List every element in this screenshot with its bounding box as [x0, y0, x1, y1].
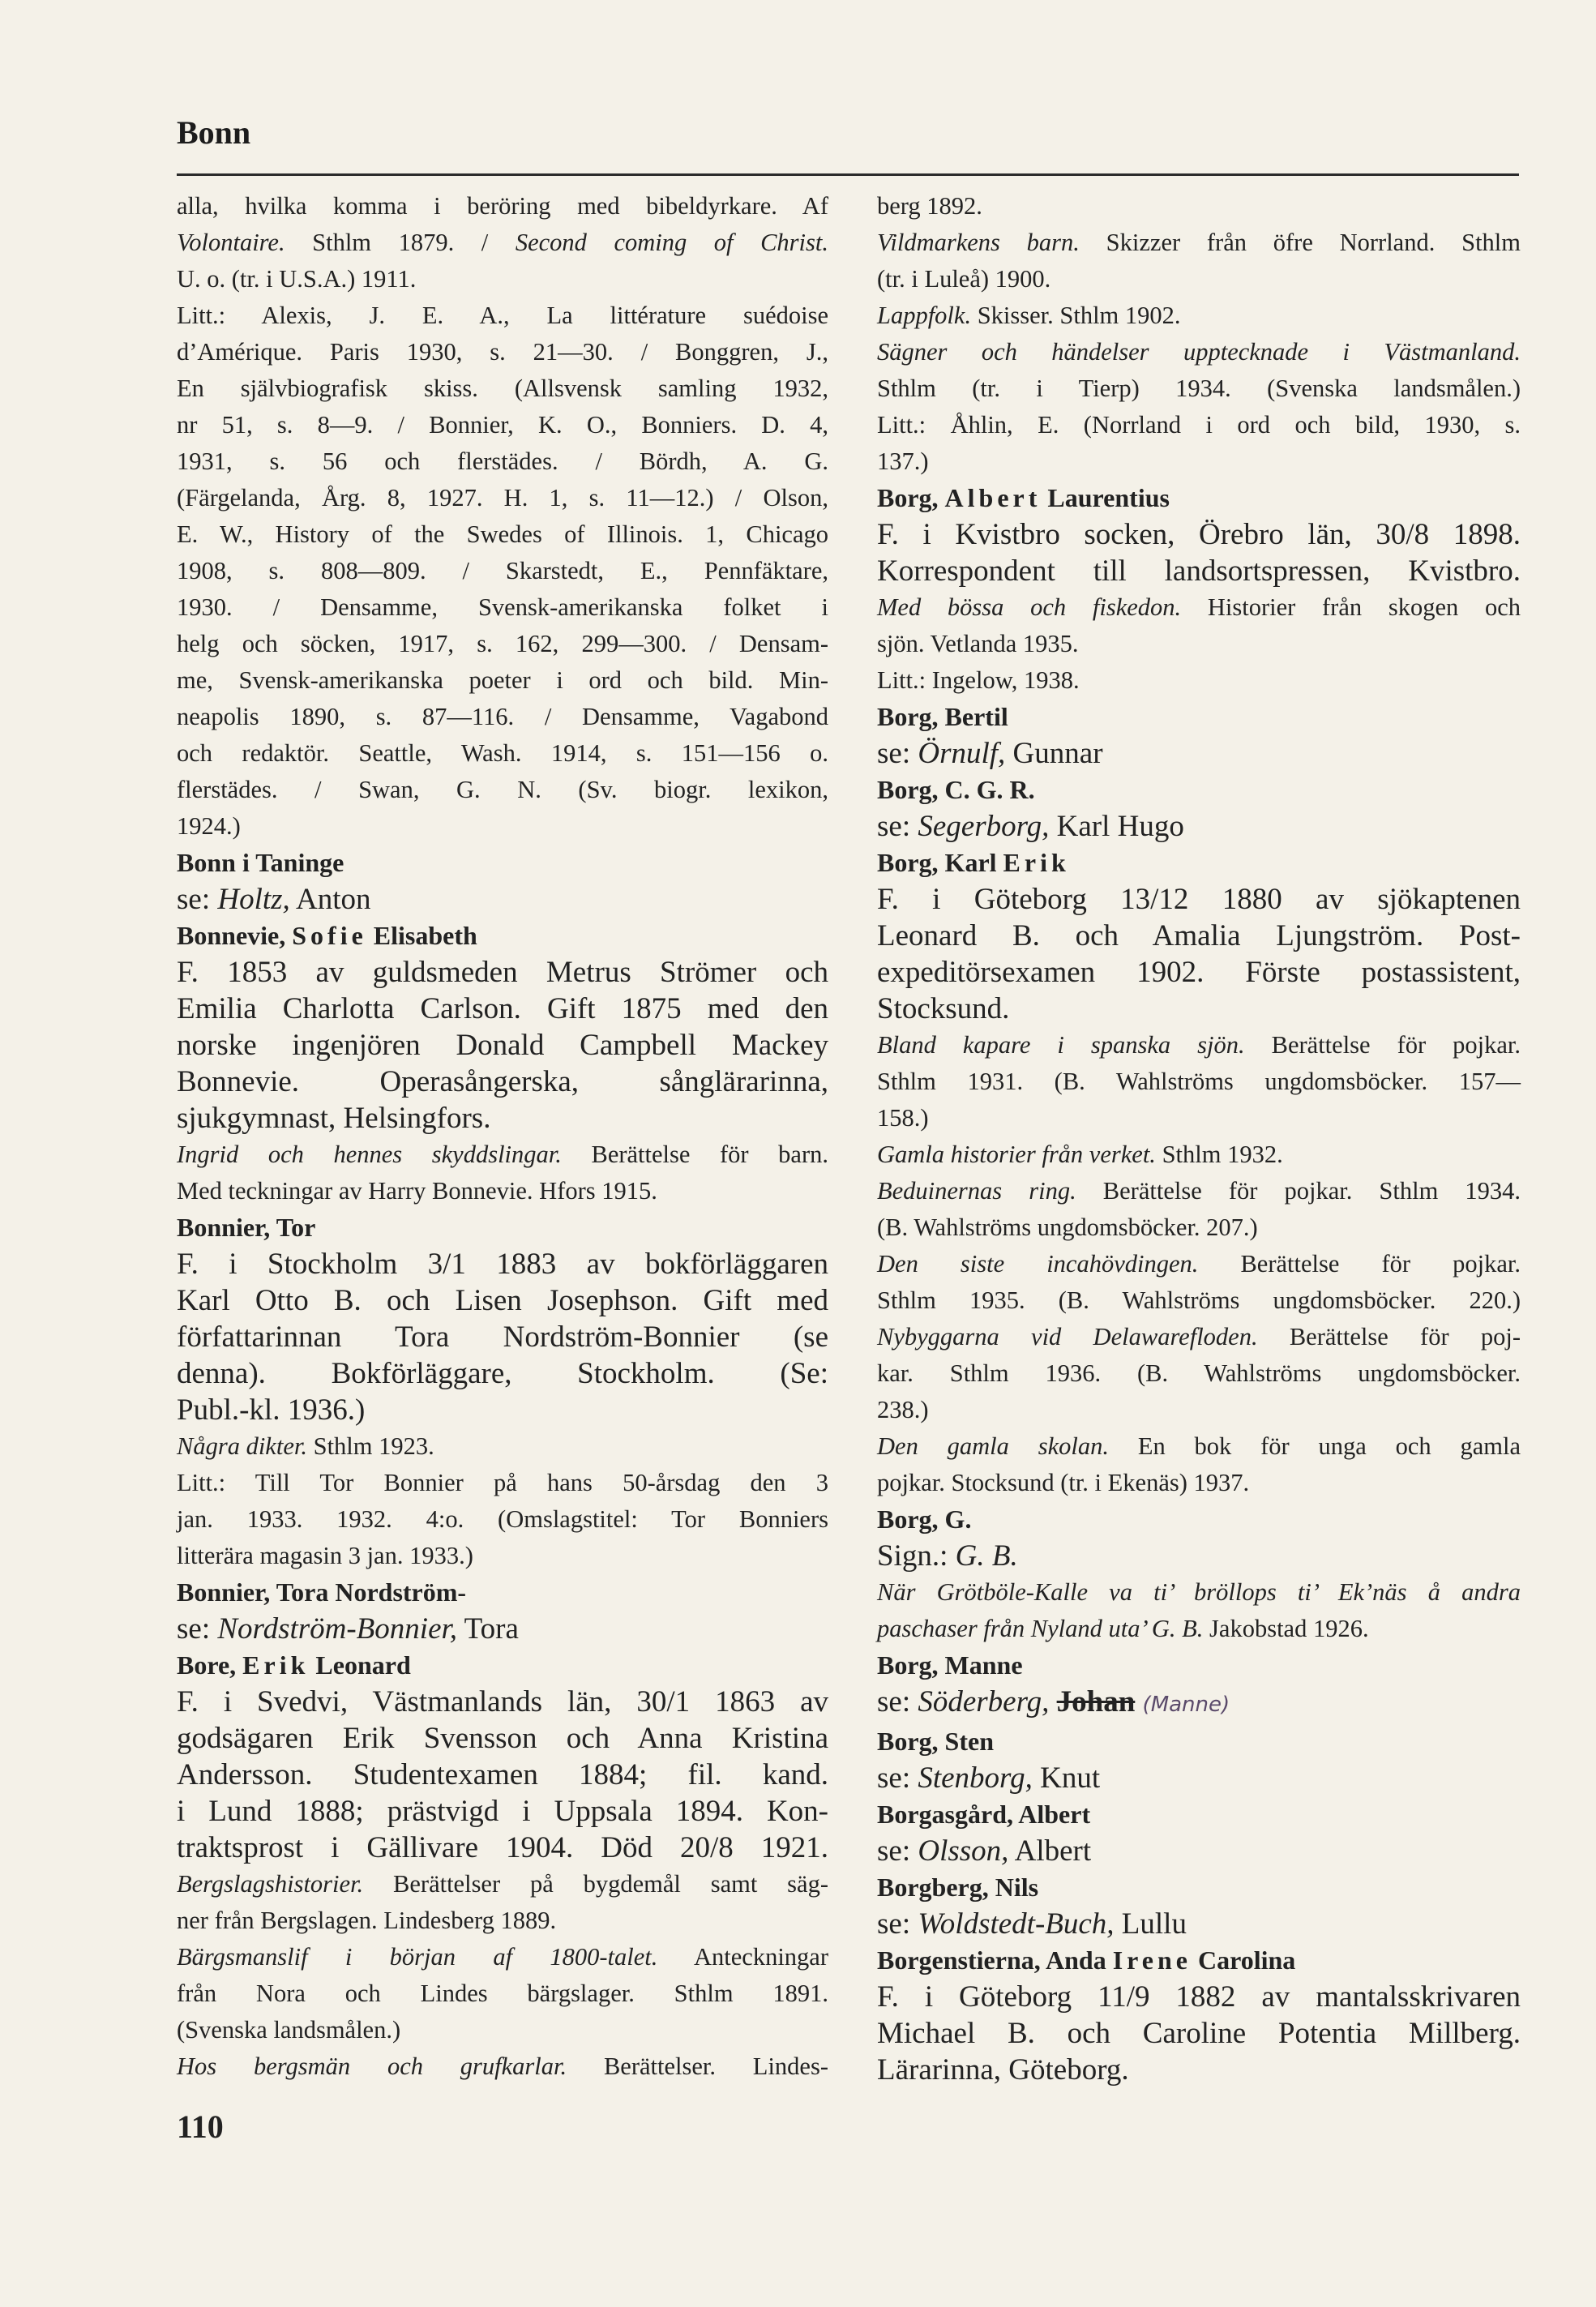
bio-line: norske ingenjören Donald Campbell Mackey [177, 1029, 828, 1062]
work-line: Litt.: Till Tor Bonnier på hans 50-årsdag den 3 [177, 1469, 828, 1496]
work-line: Lappfolk. Skisser. Sthlm 1902. [877, 302, 1181, 329]
bio-line: Bonnevie. Operasångerska, sånglärarinna, [177, 1065, 828, 1098]
header-rule [177, 173, 1519, 176]
work-line: Med teckningar av Harry Bonnevie. Hfors 1915. [177, 1177, 657, 1205]
work-line: Hos bergsmän och grufkarlar. Berättelser. Lindes- [177, 2052, 828, 2080]
bio-line: F. i Göteborg 13/12 1880 av sjökaptenen [877, 883, 1521, 916]
work-line: Ingrid och hennes skyddslingar. Berättelse för barn. [177, 1141, 828, 1168]
work-line: 158.) [877, 1104, 929, 1132]
bio-line: F. i Stockholm 3/1 1883 av bokförläggaren [177, 1248, 828, 1281]
work-line: Den gamla skolan. En bok för unga och gamla [877, 1432, 1521, 1460]
work-line: Litt.: Ingelow, 1938. [877, 666, 1080, 694]
work-line: (tr. i Luleå) 1900. [877, 265, 1051, 293]
see-reference: se: Holtz, Anton [177, 883, 371, 916]
bio-line: författarinnan Tora Nordström-Bonnier (se [177, 1320, 828, 1354]
text-line: och redaktör. Seattle, Wash. 1914, s. 151—156 o. [177, 739, 828, 767]
see-reference: se: Stenborg, Knut [877, 1761, 1101, 1795]
see-reference: se: Olsson, Albert [877, 1834, 1092, 1868]
bio-line: traktsprost i Gällivare 1904. Död 20/8 1921. [177, 1831, 828, 1864]
work-line: litterära magasin 3 jan. 1933.) [177, 1542, 473, 1569]
text-line: alla, hvilka komma i beröring med bibeldyrkare. Af [177, 192, 828, 220]
text-line: 1924.) [177, 812, 241, 840]
text-line: Volontaire. Sthlm 1879. / Second coming of Christ. [177, 229, 828, 256]
work-line: från Nora och Lindes bärgslager. Sthlm 1891. [177, 1980, 828, 2007]
entry-heading: Borg, C. G. R. [877, 775, 1035, 804]
entry-heading: Borg, Sten [877, 1727, 994, 1756]
work-line: Nybyggarna vid Delawarefloden. Berättelse för poj- [877, 1323, 1521, 1350]
work-line: Sthlm 1935. (B. Wahlströms ungdomsböcker. 220.) [877, 1286, 1521, 1314]
text-line: U. o. (tr. i U.S.A.) 1911. [177, 265, 417, 293]
bio-line: Andersson. Studentexamen 1884; fil. kand. [177, 1758, 828, 1791]
entry-heading: Bonnier, Tor [177, 1213, 316, 1242]
bio-line: F. i Kvistbro socken, Örebro län, 30/8 1898. [877, 518, 1521, 551]
work-line: Med bössa och fiskedon. Historier från skogen och [877, 593, 1521, 621]
bio-line: sjukgymnast, Helsingfors. [177, 1102, 491, 1135]
bio-line: F. i Svedvi, Västmanlands län, 30/1 1863 av [177, 1685, 828, 1718]
page-header: Bonn [177, 114, 251, 151]
struck-name: Johan [1056, 1685, 1136, 1718]
text-line: flerstädes. / Swan, G. N. (Sv. biogr. lexikon, [177, 776, 828, 803]
bio-line: Lärarinna, Göteborg. [877, 2053, 1129, 2087]
entry-heading: Bonn i Taninge [177, 848, 344, 877]
right-column [877, 188, 1521, 2088]
bio-line: Publ.-kl. 1936.) [177, 1393, 366, 1427]
page-number: 110 [177, 2108, 224, 2145]
signature-reference: Sign.: G. B. [877, 1539, 1018, 1573]
work-line: Sägner och händelser upptecknade i Västmanland. [877, 338, 1521, 366]
work-line: Några dikter. Sthlm 1923. [177, 1432, 434, 1460]
entry-heading: Borg, Karl Erik [877, 848, 1070, 877]
entry-heading: Borgasgård, Albert [877, 1800, 1091, 1829]
bio-line: Emilia Charlotta Carlson. Gift 1875 med den [177, 992, 828, 1025]
text-line: 1908, s. 808—809. / Skarstedt, E., Pennfäktare, [177, 557, 828, 584]
bio-line: Korrespondent till landsortspressen, Kvistbro. [877, 554, 1521, 588]
work-line: Sthlm 1931. (B. Wahlströms ungdomsböcker. 157— [877, 1068, 1521, 1095]
see-reference: se: Woldstedt-Buch, Lullu [877, 1907, 1187, 1941]
entry-heading: Bore, Erik Leonard [177, 1650, 411, 1680]
see-reference: se: Nordström-Bonnier, Tora [177, 1612, 519, 1646]
text-line: berg 1892. [877, 192, 982, 220]
work-line: Den siste incahövdingen. Berättelse för pojkar. [877, 1250, 1521, 1278]
entry-heading: Borg, Manne [877, 1650, 1023, 1680]
work-line: Gamla historier från verket. Sthlm 1932. [877, 1141, 1283, 1168]
work-line: paschaser från Nyland uta’ G. B. Jakobstad 1926. [877, 1615, 1369, 1642]
work-line: Vildmarkens barn. Skizzer från öfre Norrland. Sthlm [877, 229, 1521, 256]
bio-line: expeditörsexamen 1902. Förste postassistent, [877, 956, 1521, 989]
see-reference: se: Söderberg, Johan (Manne) [877, 1685, 1230, 1718]
work-line: När Grötböle-Kalle va ti’ bröllops ti’ Ek’näs å andra [877, 1578, 1521, 1606]
bio-line: i Lund 1888; prästvigd i Uppsala 1894. Kon- [177, 1795, 828, 1828]
work-line: 238.) [877, 1396, 929, 1423]
work-line: Bärgsmanslif i början af 1800-talet. Anteckningar [177, 1943, 829, 1971]
text-line: nr 51, s. 8—9. / Bonnier, K. O., Bonniers. D. 4, [177, 411, 828, 439]
bio-line: F. i Göteborg 11/9 1882 av mantalsskrivaren [877, 1980, 1521, 2014]
bio-line: Michael B. och Caroline Potentia Millberg. [877, 2017, 1521, 2050]
work-line: (B. Wahlströms ungdomsböcker. 207.) [877, 1213, 1258, 1241]
work-line: sjön. Vetlanda 1935. [877, 630, 1079, 657]
work-line: Sthlm (tr. i Tierp) 1934. (Svenska landsmålen.) [877, 375, 1521, 402]
bio-line: Stocksund. [877, 992, 1010, 1025]
work-line: 137.) [877, 447, 929, 475]
work-line: Beduinernas ring. Berättelse för pojkar. Sthlm 1934. [877, 1177, 1521, 1205]
handwritten-note: (Manne) [1142, 1693, 1230, 1717]
entry-heading: Borgenstierna, Anda Irene Carolina [877, 1945, 1296, 1975]
entry-heading: Bonnevie, Sofie Elisabeth [177, 921, 477, 950]
work-line: ner från Bergslagen. Lindesberg 1889. [177, 1907, 557, 1934]
text-line: 1931, s. 56 och flerstädes. / Bördh, A. G. [177, 447, 828, 475]
work-line: (Svenska landsmålen.) [177, 2016, 401, 2044]
bio-line: godsägaren Erik Svensson och Anna Kristina [177, 1722, 828, 1755]
left-column [177, 188, 828, 2085]
text-line: 1930. / Densamme, Svensk-amerikanska folket i [177, 593, 828, 621]
entry-heading: Borg, Bertil [877, 702, 1008, 731]
entry-heading: Borg, G. [877, 1504, 972, 1534]
work-line: Bergslagshistorier. Berättelser på bygdemål samt säg- [177, 1870, 828, 1898]
bio-line: Leonard B. och Amalia Ljungström. Post- [877, 919, 1521, 952]
see-reference: se: Segerborg, Karl Hugo [877, 810, 1184, 843]
work-line: pojkar. Stocksund (tr. i Ekenäs) 1937. [877, 1469, 1250, 1496]
work-line: jan. 1933. 1932. 4:o. (Omslagstitel: Tor Bonniers [177, 1505, 828, 1533]
work-line: Bland kapare i spanska sjön. Berättelse för pojkar. [877, 1031, 1521, 1059]
work-line: kar. Sthlm 1936. (B. Wahlströms ungdomsböcker. [877, 1359, 1521, 1387]
text-line: me, Svensk-amerikanska poeter i ord och bild. Min- [177, 666, 828, 694]
work-line: Litt.: Åhlin, E. (Norrland i ord och bild, 1930, s. [877, 411, 1521, 439]
entry-heading: Borgberg, Nils [877, 1873, 1039, 1902]
entry-heading: Borg, Albert Laurentius [877, 483, 1170, 512]
text-line: helg och söcken, 1917, s. 162, 299—300. / Densam- [177, 630, 828, 657]
see-reference: se: Örnulf, Gunnar [877, 737, 1103, 770]
text-line: Litt.: Alexis, J. E. A., La littérature suédoise [177, 302, 828, 329]
text-line: (Färgelanda, Årg. 8, 1927. H. 1, s. 11—12.) / Olson, [177, 484, 828, 511]
entry-heading: Bonnier, Tora Nordström- [177, 1577, 467, 1607]
text-line: neapolis 1890, s. 87—116. / Densamme, Vagabond [177, 703, 828, 730]
bio-line: denna). Bokförläggare, Stockholm. (Se: [177, 1357, 828, 1390]
bio-line: F. 1853 av guldsmeden Metrus Strömer och [177, 956, 828, 989]
bio-line: Karl Otto B. och Lisen Josephson. Gift med [177, 1284, 828, 1317]
text-line: E. W., History of the Swedes of Illinois. 1, Chicago [177, 520, 828, 548]
text-line: d’Amérique. Paris 1930, s. 21—30. / Bonggren, J., [177, 338, 828, 366]
text-line: En självbiografisk skiss. (Allsvensk samling 1932, [177, 375, 828, 402]
